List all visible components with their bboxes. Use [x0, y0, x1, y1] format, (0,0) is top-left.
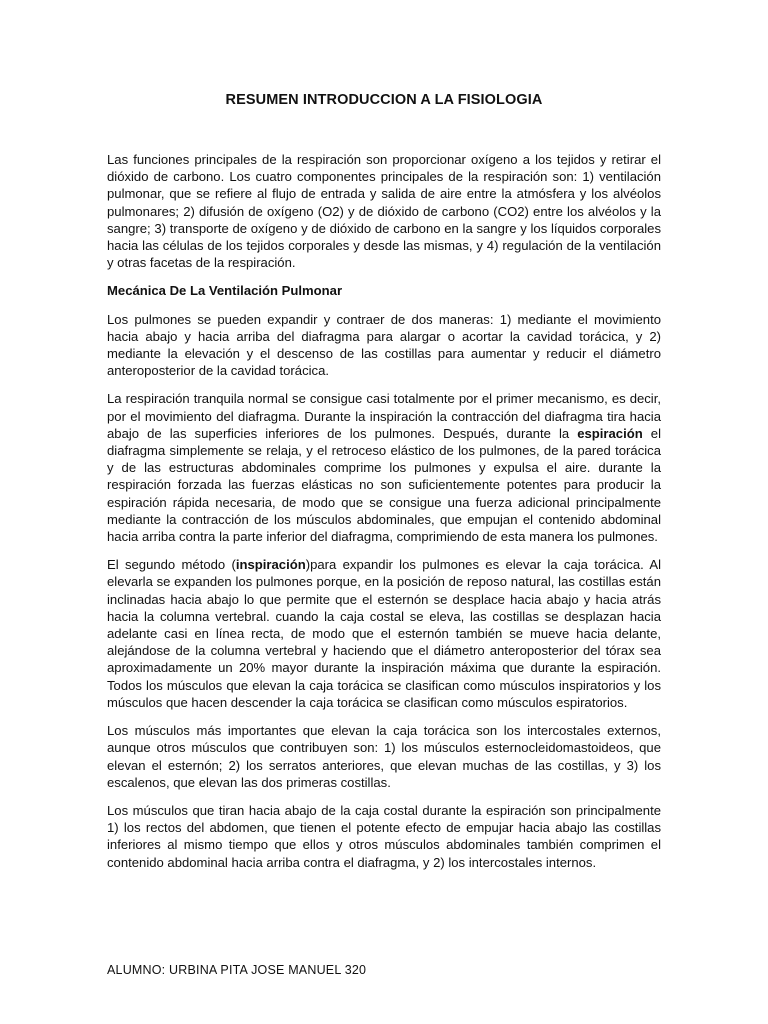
paragraph-text: La respiración tranquila normal se consigue casi totalmente por el primer mecanismo, es decir, por el movimiento del diafragma. Durante la inspiración la contracción del diafragma tira hacia abajo de las superficies inferiores de los pulmones. Después, durante la — [107, 391, 661, 441]
section-heading-ventilation: Mecánica De La Ventilación Pulmonar — [107, 283, 343, 299]
document-body — [107, 92, 661, 882]
paragraph-respiration-functions: Las funciones principales de la respiración son proporcionar oxígeno a los tejidos y retirar el dióxido de carbono. Los cuatro componentes principales de la respiración son: 1) ventilación pulmonar, que se refiere al flujo de entrada y salida de aire entre la atmósfera y los alvéolos pulmonares; 2) difusión de oxígeno (O2) y de dióxido de carbono (CO2) entre los alvéolos y la sangre; 3) transporte de oxígeno y de dióxido de carbono en la sangre y los líquidos corporales hacia las células de los tejidos corporales y desde las mismas, y 4) regulación de la ventilación y otras facetas de la respiración. — [107, 152, 661, 271]
paragraph-lung-expansion: Los pulmones se pueden expandir y contraer de dos maneras: 1) mediante el movimiento hacia abajo y hacia arriba del diafragma para alargar o acortar la cavidad torácica, y 2) mediante la elevación y el descenso de las costillas para aumentar y reducir el diámetro anteroposterior de la cavidad torácica. — [107, 311, 661, 379]
paragraph-second-method — [107, 556, 661, 711]
paragraph-text: El segundo método ( — [107, 557, 236, 573]
document-title: RESUMEN INTRODUCCION A LA FISIOLOGIA — [225, 92, 543, 108]
bold-term-espiracion: espiración — [577, 425, 643, 441]
paragraph-text: )para expandir los pulmones es elevar la caja torácica. Al elevarla se expanden los pulmones porque, en la posición de reposo natural, las costillas están inclinadas hacia abajo lo que permite que el esternón se desplace hacia abajo y hacia atrás hacia la columna vertebral. cuando la caja costal se eleva, las costillas se desplazan hacia adelante casi en línea recta, de modo que el esternón también se mueve hacia delante, alejándose de la columna vertebral y haciendo que el diámetro anteroposterior del tórax sea aproximadamente un 20% mayor durante la inspiración máxima que durante la espiración. Todos los músculos que elevan la caja torácica se clasifican como músculos inspiratorios y los músculos que hacen descender la caja torácica se clasifican como músculos espiratorios. — [107, 557, 661, 710]
paragraph-text: el diafragma simplemente se relaja, y el retroceso elástico de los pulmones, de la pared torácica y de las estructuras abdominales comprime los pulmones y expulsa el aire. durante la respiración forzada las fuerzas elásticas no son suficientemente potentes para producir la espiración rápida necesaria, de modo que se consigue una fuerza adicional principalmente mediante la contracción de los músculos abdominales, que empujan el contenido abdominal hacia arriba contra la parte inferior del diafragma, comprimiendo de esta manera los pulmones. — [107, 425, 661, 545]
paragraph-expiratory-muscles: Los músculos que tiran hacia abajo de la caja costal durante la espiración son principalmente 1) los rectos del abdomen, que tienen el potente efecto de empujar hacia abajo las costillas inferiores al mismo tiempo que ellos y otros músculos abdominales también comprimen el contenido abdominal hacia arriba contra el diafragma, y 2) los intercostales internos. — [107, 802, 661, 870]
paragraph-quiet-breathing — [107, 390, 661, 545]
bold-term-inspiracion: inspiración — [235, 557, 306, 573]
footer-student-name: ALUMNO: URBINA PITA JOSE MANUEL 320 — [107, 963, 367, 977]
paragraph-inspiratory-muscles: Los músculos más importantes que elevan la caja torácica son los intercostales externos, aunque otros músculos que contribuyen son: 1) los músculos esternocleidomastoideos, que elevan el esternón; 2) los serratos anteriores, que elevan muchas de las costillas, y 3) los escalenos, que elevan las dos primeras costillas. — [107, 723, 661, 790]
